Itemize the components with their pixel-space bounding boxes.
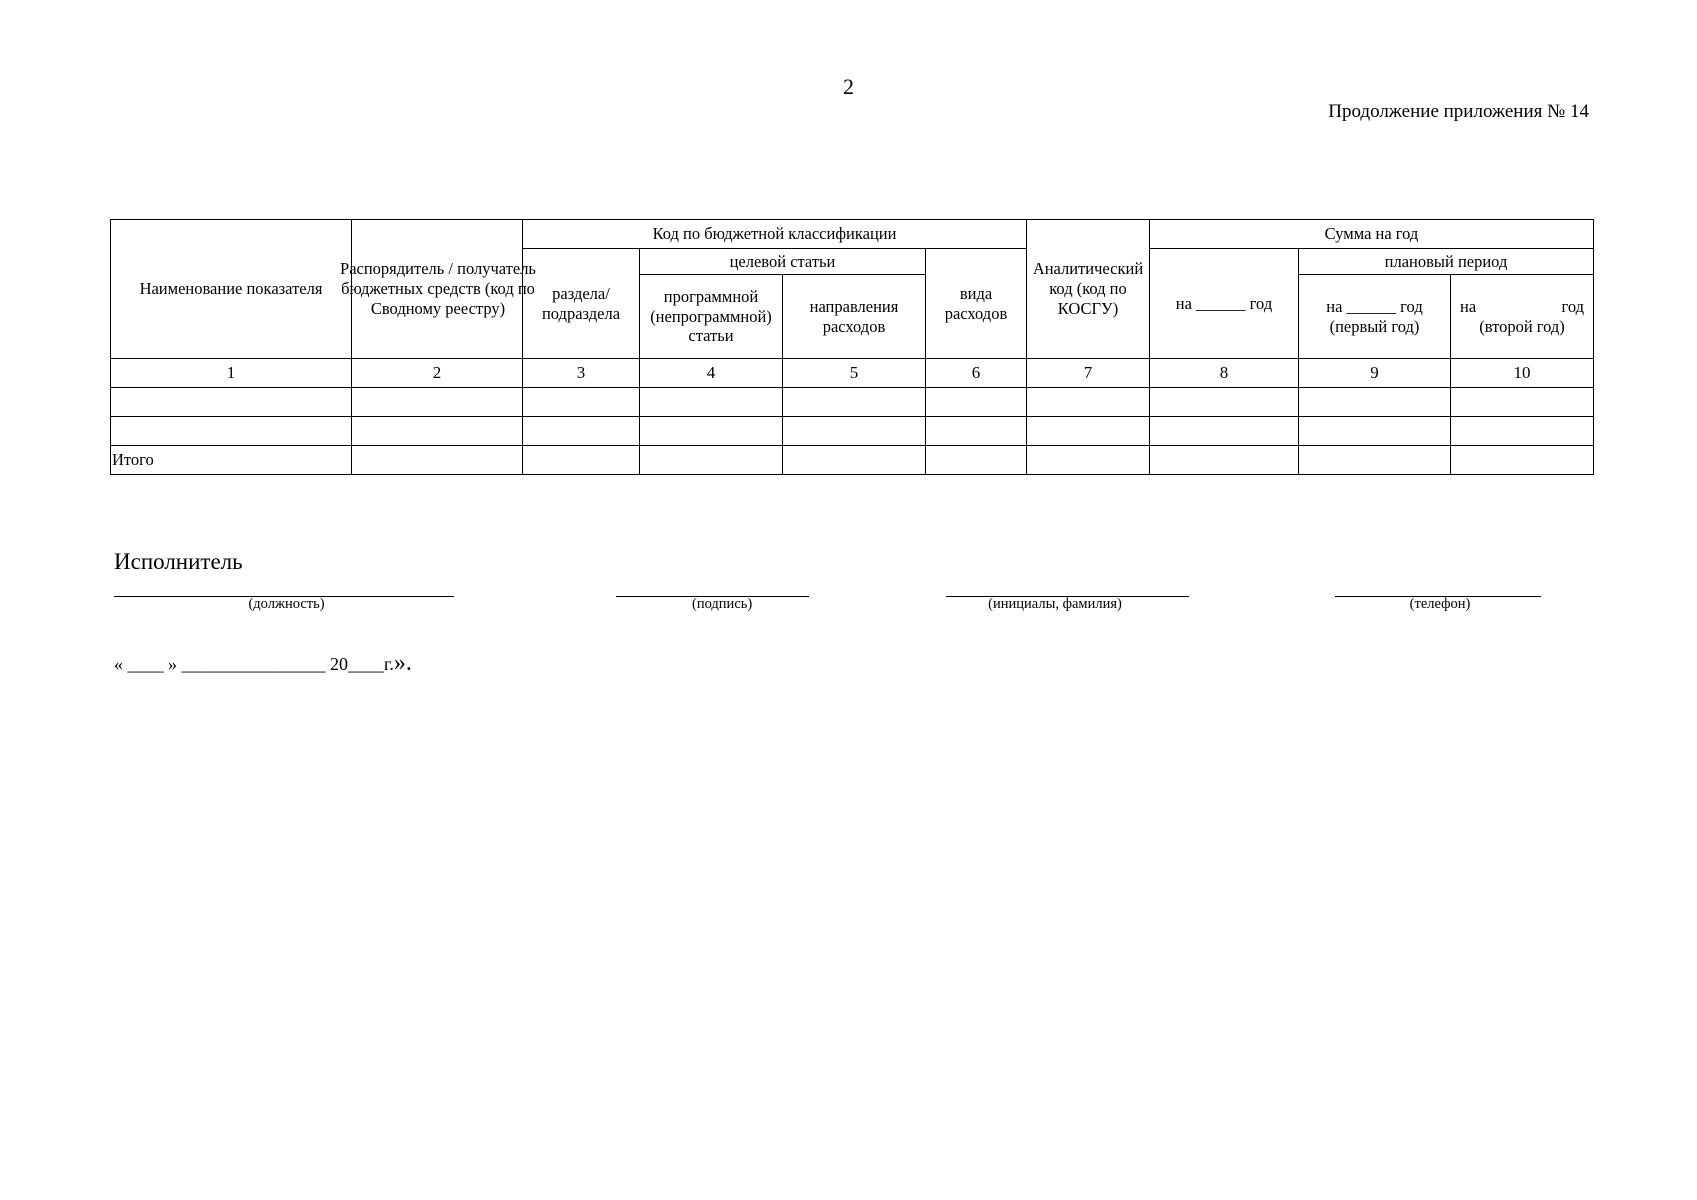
table-cell[interactable] — [1027, 388, 1150, 417]
table-cell[interactable] — [1150, 388, 1299, 417]
header-program-article: программной (непрограммной) статьи — [640, 275, 783, 359]
column-number: 8 — [1150, 359, 1299, 388]
header-second-year — [1451, 275, 1594, 359]
table-cell[interactable] — [1299, 417, 1451, 446]
table-cell[interactable] — [352, 446, 523, 475]
budget-table — [110, 219, 1594, 475]
table-cell[interactable] — [1299, 446, 1451, 475]
column-number: 4 — [640, 359, 783, 388]
first-year-line1: на ______ год — [1326, 296, 1423, 316]
table-cell[interactable] — [1451, 446, 1594, 475]
header-planned-period: плановый период — [1299, 249, 1594, 275]
table-cell[interactable] — [1299, 388, 1451, 417]
second-year-line1: на год — [1460, 296, 1584, 316]
table-cell[interactable] — [1150, 417, 1299, 446]
table-cell[interactable] — [783, 446, 926, 475]
table-cell[interactable] — [783, 388, 926, 417]
column-number: 7 — [1027, 359, 1150, 388]
table-cell[interactable] — [1451, 417, 1594, 446]
header-distributor: Распорядитель / получатель бюджетных средств (код по Сводному реестру) — [352, 220, 523, 359]
date-fields[interactable]: « ____ » ________________ 20____г. — [114, 654, 394, 674]
first-year-line2: (первый год) — [1329, 316, 1420, 336]
table-cell[interactable] — [640, 388, 783, 417]
table-cell[interactable] — [926, 417, 1027, 446]
date-end: ». — [393, 650, 412, 676]
header-first-year — [1299, 275, 1451, 359]
table-row — [111, 417, 1594, 446]
header-current-year: на ______ год — [1150, 249, 1299, 359]
table-cell[interactable] — [926, 388, 1027, 417]
table-cell[interactable] — [523, 417, 640, 446]
column-numbers-row — [111, 359, 1594, 388]
header-budget-code: Код по бюджетной классификации — [523, 220, 1027, 249]
table-cell[interactable] — [111, 417, 352, 446]
column-number: 6 — [926, 359, 1027, 388]
header-indicator-name: Наименование показателя — [111, 220, 352, 359]
column-number: 2 — [352, 359, 523, 388]
appendix-label: Продолжение приложения № 14 — [1328, 101, 1589, 122]
column-number: 9 — [1299, 359, 1451, 388]
header-analytic-code: Аналитический код (код по КОСГУ) — [1027, 220, 1150, 359]
table-cell[interactable] — [783, 417, 926, 446]
header-expense-direction: направления расходов — [783, 275, 926, 359]
header-sum-year: Сумма на год — [1150, 220, 1594, 249]
table-cell[interactable] — [926, 446, 1027, 475]
column-number: 5 — [783, 359, 926, 388]
table-cell[interactable] — [111, 388, 352, 417]
name-caption: (инициалы, фамилия) — [988, 596, 1122, 612]
date-line — [114, 650, 412, 677]
total-label: Итого — [111, 446, 352, 475]
column-number: 3 — [523, 359, 640, 388]
column-number: 1 — [111, 359, 352, 388]
executor-label: Исполнитель — [114, 549, 243, 574]
phone-caption: (телефон) — [1409, 596, 1471, 612]
table-row — [111, 388, 1594, 417]
table-cell[interactable] — [1027, 417, 1150, 446]
position-caption: (должность) — [248, 596, 325, 612]
table-cell[interactable] — [352, 388, 523, 417]
table-cell[interactable] — [1451, 388, 1594, 417]
table-cell[interactable] — [640, 446, 783, 475]
table-cell[interactable] — [1150, 446, 1299, 475]
total-row — [111, 446, 1594, 475]
table-cell[interactable] — [1027, 446, 1150, 475]
table-cell[interactable] — [352, 417, 523, 446]
header-expense-type: вида расходов — [926, 249, 1027, 359]
table-cell[interactable] — [523, 388, 640, 417]
table-cell[interactable] — [523, 446, 640, 475]
column-number: 10 — [1451, 359, 1594, 388]
second-year-line2: (второй год) — [1479, 316, 1565, 336]
page-number: 2 — [843, 74, 854, 99]
table-cell[interactable] — [640, 417, 783, 446]
header-target-article: целевой статьи — [640, 249, 926, 275]
header-section: раздела/ подраздела — [523, 249, 640, 359]
signature-caption: (подпись) — [692, 596, 753, 612]
